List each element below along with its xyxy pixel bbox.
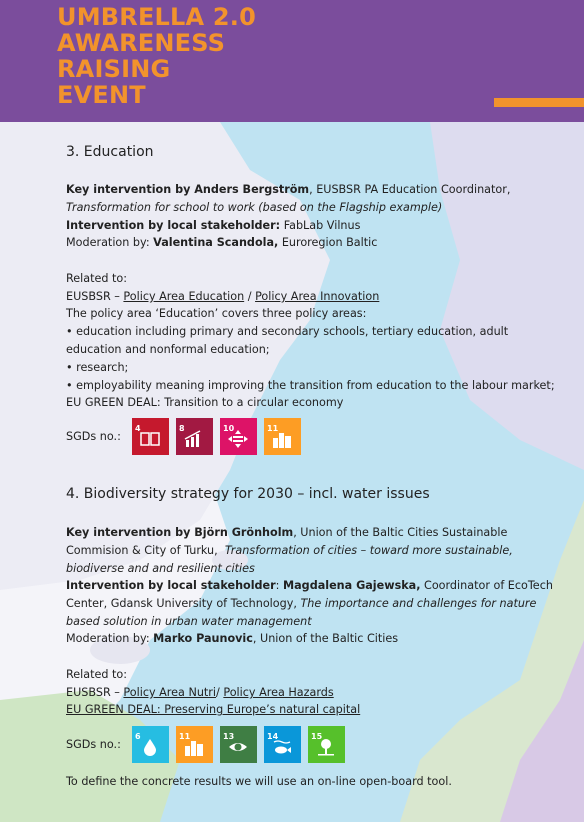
water-drop-icon xyxy=(140,738,160,756)
green-deal-circular: EU GREEN DEAL: Transition to a circular economy xyxy=(66,396,344,409)
local-stakeholder-topic: The importance and challenges for nature based solution in urban water management xyxy=(66,597,537,628)
section-3-related-label: Related to: xyxy=(66,272,128,285)
green-deal-natural-capital-link[interactable]: EU GREEN DEAL: Preserving Europe’s natural capital xyxy=(66,703,361,716)
sdg-4-badge xyxy=(132,418,169,455)
bullet-education: • education including primary and secondary schools, tertiary education, adult education and nonformal education; xyxy=(66,325,509,356)
eusbsr-prefix: EUSBSR – xyxy=(66,686,124,699)
section-4-sdgs xyxy=(66,726,352,763)
key-intervention-label: Key intervention by Björn Grönholm xyxy=(66,526,294,539)
eusbsr-prefix: EUSBSR – xyxy=(66,290,124,303)
section-4-eusbsr-links xyxy=(66,684,334,702)
sdg-8-badge xyxy=(176,418,213,455)
policy-area-education-link[interactable]: Policy Area Education xyxy=(123,290,245,303)
key-intervention-topic: Transformation for school to work (based on the Flagship example) xyxy=(66,201,443,214)
local-stakeholder-name: Magdalena Gajewska, xyxy=(283,579,421,592)
key-intervention-role: , Union of the Baltic Cities Sustainable Commision & City of Turku, xyxy=(66,526,508,557)
eye-globe-icon xyxy=(228,738,248,756)
title-line-2: AWARENESS xyxy=(57,29,226,57)
section-3-title: 3. Education xyxy=(66,144,154,160)
moderator-name: Marko Paunovic xyxy=(153,632,253,645)
sdg-number: 8 xyxy=(179,424,185,433)
city-icon xyxy=(272,430,292,448)
sdg-number: 4 xyxy=(135,424,141,433)
section-3-key-intervention xyxy=(66,181,510,199)
moderator-org: , Union of the Baltic Cities xyxy=(252,632,399,645)
sdg-number: 11 xyxy=(179,732,191,741)
section-4-green-deal-line xyxy=(66,701,360,719)
local-stakeholder-colon: : xyxy=(275,579,283,592)
moderation-prefix: Moderation by: xyxy=(66,632,154,645)
section-4-moderation xyxy=(66,630,398,648)
section-4-local-stakeholder xyxy=(66,577,562,631)
moderation-prefix: Moderation by: xyxy=(66,236,154,249)
sdg-number: 15 xyxy=(311,732,323,741)
local-stakeholder-org: Coordinator of EcoTech Center, Gdansk University of Technology, xyxy=(66,579,553,610)
title-line-1: UMBRELLA 2.0 xyxy=(57,3,256,31)
growth-chart-icon xyxy=(184,430,204,448)
link-separator: / xyxy=(244,290,256,303)
fish-icon xyxy=(272,738,292,756)
local-stakeholder-name: FabLab Vilnus xyxy=(280,219,361,232)
event-title xyxy=(57,4,256,108)
city-icon xyxy=(184,738,204,756)
sdg-number: 13 xyxy=(223,732,235,741)
header-banner xyxy=(0,0,584,122)
sdg-6-badge xyxy=(132,726,169,763)
sdg-11-badge xyxy=(264,418,301,455)
sdg-11-badge xyxy=(176,726,213,763)
orange-accent-bar xyxy=(494,98,584,107)
link-separator: / xyxy=(216,686,224,699)
sdg-15-badge xyxy=(308,726,345,763)
title-line-3: RAISING xyxy=(57,55,171,83)
sdg-10-badge xyxy=(220,418,257,455)
section-3-moderation xyxy=(66,234,377,252)
key-intervention-topic: Transformation of cities – toward more sustainable, biodiverse and and resilient cities xyxy=(66,544,513,575)
sdgs-label: SGDs no.: xyxy=(66,429,121,443)
section-3-eusbsr-links xyxy=(66,288,379,306)
sdg-number: 11 xyxy=(267,424,279,433)
policy-area-hazards-link[interactable]: Policy Area Hazards xyxy=(223,686,334,699)
section-4-key-intervention xyxy=(66,524,562,578)
policy-intro: The policy area ‘Education’ covers three policy areas: xyxy=(66,307,367,320)
key-intervention-role: , EUSBSR PA Education Coordinator, xyxy=(309,183,511,196)
footer-note: To define the concrete results we will use an on-line open-board tool. xyxy=(66,775,452,788)
bullet-employability: • employability meaning improving the transition from education to the labour market; xyxy=(66,379,555,392)
policy-area-nutri-link[interactable]: Policy Area Nutri xyxy=(123,686,217,699)
sdg-number: 10 xyxy=(223,424,235,433)
moderator-name: Valentina Scandola, xyxy=(153,236,279,249)
local-stakeholder-label: Intervention by local stakeholder xyxy=(66,579,276,592)
key-intervention-label: Key intervention by Anders Bergström xyxy=(66,183,310,196)
local-stakeholder-label: Intervention by local stakeholder: xyxy=(66,219,281,232)
section-3-sdgs xyxy=(66,418,308,455)
section-3-local-stakeholder xyxy=(66,217,360,235)
policy-area-innovation-link[interactable]: Policy Area Innovation xyxy=(255,290,380,303)
sdg-14-badge xyxy=(264,726,301,763)
sdg-13-badge xyxy=(220,726,257,763)
tree-icon xyxy=(316,738,336,756)
sdg-number: 14 xyxy=(267,732,279,741)
section-4-related-label: Related to: xyxy=(66,668,128,681)
equality-icon xyxy=(228,430,248,448)
section-4-title: 4. Biodiversity strategy for 2030 – incl. water issues xyxy=(66,486,430,502)
bullet-research: • research; xyxy=(66,361,129,374)
section-3-key-topic-line xyxy=(66,199,442,217)
book-icon xyxy=(140,430,160,448)
title-line-4: EVENT xyxy=(57,81,146,109)
sdgs-label: SGDs no.: xyxy=(66,737,121,751)
moderator-org: Euroregion Baltic xyxy=(278,236,378,249)
sdg-number: 6 xyxy=(135,732,141,741)
